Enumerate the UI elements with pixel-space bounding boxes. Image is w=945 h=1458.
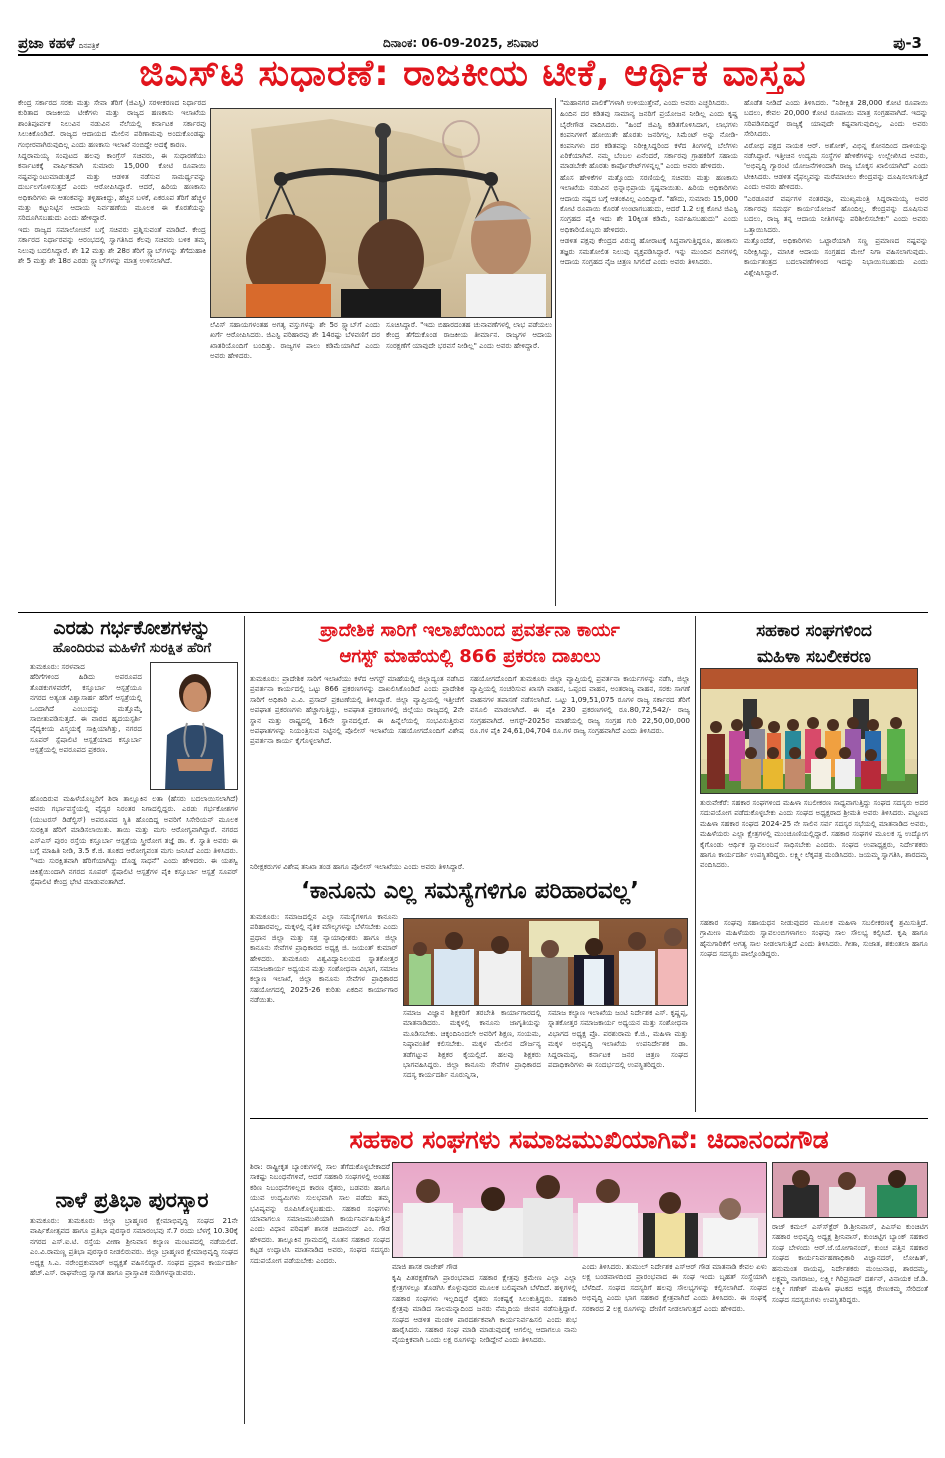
lead-paragraph: "ಎರಡೂವರೆ ವರ್ಷಗಳ ನಂತರವೂ, ಮುಖ್ಯಮಂತ್ರಿ ಸಿದ್ದರಾಮಯ್ಯ ಅವರ ಸರ್ಕಾರವು ಸಮರ್ಥ ಕಾರ್ಯಯೋಜನೆ ಹೊಂದಿಲ್ಲ. ಕೇಂದ್ರವನ್ನು ದೂಷಿಸುವ ಬದಲು, ರಾಜ್ಯ ತನ್ನ ಆದಾಯ ನೀತಿಗಳನ್ನು ಪರಿಶೀಲಿಸಬೇಕು" ಎಂದು ಅವರು ಒತ್ತಾಯಿಸಿದರು. — [744, 193, 928, 234]
doctor-story-body-top — [30, 662, 142, 792]
lead-photo-caption-right: ಸೂಚಿಸಿದ್ದಾರೆ. "ಇದು ಬಿಹಾರದಂತಹ ಚುನಾವಣೆಗಳಲ್ಲಿ ಲಾಭ ಪಡೆಯಲು ಕೇಂದ್ರ ತೆಗೆದುಕೊಂಡ ರಾಜಕೀಯ ತೀರ್ಮಾನ. ರಾಜ್ಯಗಳ ಆದಾಯ ಸಂರಕ್ಷಣೆಗೆ ಯಾವುದೇ ಭರವಸೆ ನೀಡಿಲ್ಲ" ಎಂದು ಅವರು ಹೇಳಿದ್ದಾರೆ. — [386, 320, 552, 350]
scales-illustration — [211, 109, 552, 318]
lead-paragraph: ಮತ್ತೊಂದೆಡೆ, ಅಧಿಕಾರಿಗಳು ಒಟ್ಟಾರೆಯಾಗಿ ಸಣ್ಣ ಪ್ರಮಾಣದ ನಷ್ಟವನ್ನು ನಿರೀಕ್ಷಿಸಿದ್ದು, ಮಾಸಿಕ ಆದಾಯ ಸಂಗ್ರಹದ ಮೇಲೆ ನಿಗಾ ವಹಿಸಲಾಗುವುದು. ಕಾರ್ಯತಂತ್ರದ ಬದಲಾವಣೆಗಳಿಂದ ಇದನ್ನು ನಿಭಾಯಿಸಬಹುದು ಎಂದು ವಿಶ್ಲೇಷಿಸಿದ್ದಾರೆ. — [744, 236, 928, 277]
women-story-headline-2: ಮಹಿಳಾ ಸಬಲೀಕರಣ — [757, 647, 871, 667]
coop-story-column-2: ಕೃಷಿ ಪಿತರಕ್ಷಣೆಗಾಗಿ ಪ್ರಾರಂಭವಾದ ಸಹಕಾರ ಕ್ಷೇತ್ರವು ಕ್ರಮೇಣ ಎಲ್ಲಾ ಎಲ್ಲಾ ಕ್ಷೇತ್ರಗಳಲ್ಲೂ ತೊಡಗಿಸಿ ಕೊಳ್ಳುವುದರ ಮೂಲಕ ಬಲಿಷ್ಠವಾಗಿ ಬೆಳೆದಿದೆ. ಹಳ್ಳಿಗಳಲ್ಲಿ ಸಹಕಾರ ಸಂಘಗಳು ಇಲ್ಲದಿದ್ದರೆ ರೈತರು ಸಂಕಷ್ಟಕ್ಕೆ ಸಿಲುಕುತ್ತಿದ್ದರು. ಸಹಕಾರಿ ಕ್ಷೇತ್ರವು ಮಾಡಿದ ಸಾಲಮನ್ನಾದಿಂದ ಜನರು ನೆಮ್ಮದಿಯ ಜೀವನ ನಡೆಸುತ್ತಿದ್ದಾರೆ. ಸಂಘದ ಆಡಳಿತ ಮಂಡಳಿ ಪಾರದರ್ಶಕವಾಗಿ ಕಾರ್ಯನಿರ್ವಹಿಸಲಿ ಎಂದು ಶುಭ ಹಾರೈಸಿದರು. ಸಹಕಾರ ಸಂಘ ಮಾಡಿ ಮಾಡುವುದಕ್ಕೆ ಆಗಲಿಲ್ಲ ಆದಾಗಲೂ ನಾನು ವೈಯಕ್ತಿಕವಾಗಿ ಒಂದು ಲಕ್ಷ ರೂಗಳನ್ನು ನೀಡಿದ್ದೇನೆ ಎಂದು ತಿಳಿಸಿದರು. — [392, 1273, 577, 1345]
lead-paragraph: ಕೇಂದ್ರ ಸರ್ಕಾರದ ಸರಕು ಮತ್ತು ಸೇವಾ ತೆರಿಗೆ (ಜಿಎಸ್ಟಿ) ಸರಳೀಕರಣದ ನಿರ್ಧಾರದ ಕುರಿತಾದ ರಾಜಕೀಯ ಟೀಕೆಗಳು ಮತ್ತು ರಾಜ್ಯದ ಹಣಕಾಸು ಇಲಾಖೆಯ ಶಾಂತಿಪೂರ್ವಕ ನಿಲುವಿನ ನಡುವಿನ ನೆಲೆಯಲ್ಲಿ ಕರ್ನಾಟಕ ಸರ್ಕಾರವು ಸಿಲುಕಿಕೊಂಡಿದೆ. ರಾಜ್ಯದ ಆದಾಯದ ಮೇಲಿನ ಪರಿಣಾಮವು ಅಂದುಕೊಂಡಷ್ಟು ಗಂಭೀರವಾಗಿರುವುದಿಲ್ಲ ಎಂದು ಹಣಕಾಸು ಇಲಾಖೆ ನಂಬಿದ್ದೇ ಅದಕ್ಕೆ ಕಾರಣ. — [18, 98, 206, 149]
coop-story-column-3: ಎಂದು ತಿಳಿಸಿದರು. ತುಮುಲ್ ನಿರ್ದೇಶಕ ಎಸ್‌ಆರ್ ಗೌಡ ಮಾತನಾಡಿ ಕೇವಲ ಏಳು ಲಕ್ಷ ಬಂಡವಾಳದಿಂದ ಪ್ರಾರಂಭವಾದ ಈ ಸಂಘ ಇಂದು ಬೃಹತ್ ಸಂಸ್ಥೆಯಾಗಿ ಬೆಳೆದಿದೆ. ಸಂಘದ ಸದಸ್ಯರಿಗೆ ಹಲವು ಸೌಲಭ್ಯಗಳನ್ನು ಕಲ್ಪಿಸಲಾಗಿದೆ. ಸಂಘದ ಅಭಿವೃದ್ಧಿ ಎಂದು ಭಾಗ ಸಹಕಾರ ಕ್ಷೇತ್ರವಾಗಿದೆ ಎಂದು ತಿಳಿಸಿದರು. ಈ ಸಂಘಕ್ಕೆ ಸರಕಾರದ 2 ಲಕ್ಷ ರೂಗಳನ್ನು ದೇಣಿಗೆ ನೀಡಲಾಗುತ್ತದೆ ಎಂದು ಹೇಳಿದರು. — [582, 1262, 767, 1313]
masthead — [18, 34, 928, 56]
issue-date: ದಿನಾಂಕ: 06-09-2025, ಶನಿವಾರ — [383, 36, 539, 50]
lead-paragraph: ವಿರೋಧ ಪಕ್ಷದ ನಾಯಕ ಆರ್. ಅಶೋಕ್, ವಿಭಿನ್ನ ಕೋನದಿಂದ ದಾಳಿಯನ್ನು ನಡೆಸಿದ್ದಾರೆ. ಇತ್ತೀಚಿನ ಉದ್ಯಮ ಸಂಸ್ಥೆಗಳ ಹೇಳಿಕೆಗಳನ್ನು ಉಲ್ಲೇಖಿಸಿದ ಅವರು, 'ಅಭಿವೃದ್ಧಿ ಗ್ಯಾರಂಟಿ ಯೋಜನೆಗಳಿಂದಾಗಿ ರಾಜ್ಯ ಬೊಕ್ಕಸ ಖಾಲಿಯಾಗಿದೆ' ಎಂದು ಟೀಕಿಸಿದರು. ಆಡಳಿತ ವೈಫಲ್ಯವನ್ನು ಮರೆಮಾಚಲು ಕೇಂದ್ರವನ್ನು ದೂಷಿಸಲಾಗುತ್ತಿದೆ ಎಂದು ಅವರು ಹೇಳಿದರು. — [744, 140, 928, 192]
newspaper-subtitle: ದಿನಪತ್ರಿಕೆ — [78, 42, 100, 50]
rto-story-headline-1: ಪ್ರಾದೇಶಿಕ ಸಾರಿಗೆ ಇಲಾಖೆಯಿಂದ ಪ್ರವರ್ತನಾ ಕಾರ್ಯ — [320, 620, 620, 641]
rto-story-closing: ನಿರೀಕ್ಷಕರುಗಳ ವಿಶೇಷ ತನಿಖಾ ತಂಡ ಹಾಗೂ ಪೊಲೀಸ್ ಇಲಾಖೆಯು ಎಂದು ಅವರು ತಿಳಿಸಿದ್ದಾರೆ. — [250, 862, 465, 871]
coop-photo-caption: ಮಾಜಿ ಶಾಸಕ ರಾಜೇಶ್ ಗೌಡ — [392, 1262, 458, 1271]
lead-photo-scales-of-justice — [210, 108, 552, 318]
women-group-people — [701, 669, 918, 794]
coop-side-photo — [772, 1162, 928, 1218]
law-story-headline: ‘ಕಾನೂನು ಎಲ್ಲ ಸಮಸ್ಯೆಗಳಿಗೂ ಪರಿಹಾರವಲ್ಲ’ — [301, 878, 639, 904]
lead-paragraph: "ಮಹಾನಗರ ಪಾಲಿಕೆ"ಗಳಾಗಿ ಉಳಿಯುತ್ತೇವೆ, ಎಂದು ಅವರು ಎಚ್ಚರಿಸಿದರು. — [560, 98, 730, 107]
award-story-headline: ನಾಳೆ ಪ್ರತಿಭಾ ಪುರಸ್ಕಾರ — [55, 1188, 209, 1212]
award-story-body: ತುಮಕೂರು: ತುಮಕೂರು ಜಿಲ್ಲಾ ಬ್ರಾಹ್ಮಣರ ಕ್ಷೇಮಾಭಿವೃದ್ಧಿ ಸಂಘದ 21ನೇ ವಾರ್ಷಿಕೋತ್ಸವದ ಹಾಗೂ ಪ್ರತಿಭಾ ಪುರಸ್ಕಾರ ಸಮಾರಂಭವು ಸೆ.7 ರಂದು ಬೆಳಗ್ಗೆ 10.30ಕ್ಕೆ ನಗರದ ಎಸ್.ಐ.ಟಿ. ರಸ್ತೆಯ ವೀಣಾ ಶ್ರೀನಿವಾಸ ಕಲ್ಯಾಣ ಮಂಟಪದಲ್ಲಿ ನಡೆಯಲಿದೆ. ಎಂ.ವಿ.ರಾಮಣ್ಣ ಪ್ರತಿಭಾ ಪುರಸ್ಕಾರ ನೀಡಲಿರುವರು. ಜಿಲ್ಲಾ ಬ್ರಾಹ್ಮಣರ ಕ್ಷೇಮಾಭಿವೃದ್ಧಿ ಸಂಘದ ಅಧ್ಯಕ್ಷ ಸಿ.ಎ. ನರೇಂದ್ರಕುಮಾರ್ ಅಧ್ಯಕ್ಷತೆ ವಹಿಸಲಿದ್ದಾರೆ. ಸಂಘದ ಪ್ರಧಾನ ಕಾರ್ಯದರ್ಶಿ ಹೆಚ್.ಎಸ್. ರಾಘವೇಂದ್ರ ಸ್ವಾಗತ ಹಾಗೂ ಪ್ರಾಸ್ತಾವಿಕ ನುಡಿಗಳನ್ನಾಡುವರು. — [30, 1216, 238, 1278]
law-photo-caption-2: ಸಮಾಜ ಕಲ್ಯಾಣ ಇಲಾಖೆಯ ಜಂಟಿ ನಿರ್ದೇಶಕ ಎಸ್. ಕೃಷ್ಣಪ್ಪ, ಸ್ನಾತಕೋತ್ತರ ಸಮಾಜಕಾರ್ಯ ಅಧ್ಯಯನ ಮತ್ತು ಸಂಶೋಧನಾ ವಿಭಾಗದ ಅಧ್ಯಕ್ಷ ಪ್ರೊ. ಪರಶುರಾಮ ಕೆ.ಜಿ., ಮಹಿಳಾ ಮತ್ತು ಮಕ್ಕಳ ಅಭಿವೃದ್ಧಿ ಇಲಾಖೆಯ ಉಪನಿರ್ದೇಶಕ ಡಾ. ಸಿದ್ದರಾಮಪ್ಪ, ಕರ್ನಾಟಕ ಜನರ ಚಿತ್ರಣ ಸಂಘದ ಪದಾಧಿಕಾರಿಗಳು ಈ ಸಂದರ್ಭದಲ್ಲಿ ಉಪಸ್ಥಿತರಿದ್ದರು. — [548, 1008, 688, 1070]
law-story-column-1: ತುಮಕೂರು: ಸಮಾಜದಲ್ಲಿನ ಎಲ್ಲಾ ಸಮಸ್ಯೆಗಳಿಗೂ ಕಾನೂನು ಪರಿಹಾರವಲ್ಲ, ಮಕ್ಕಳಲ್ಲಿ ನೈತಿಕ ಮೌಲ್ಯಗಳನ್ನು ಬೆಳೆಸಬೇಕು ಎಂದು ಪ್ರಧಾನ ಜಿಲ್ಲಾ ಮತ್ತು ಸತ್ರ ನ್ಯಾಯಾಧೀಶರು ಹಾಗೂ ಜಿಲ್ಲಾ ಕಾನೂನು ಸೇವೆಗಳ ಪ್ರಾಧಿಕಾರದ ಅಧ್ಯಕ್ಷ ಜಿ. ಜಯಂತ್ ಕುಮಾರ್ ಹೇಳಿದರು. ತುಮಕೂರು ವಿಶ್ವವಿದ್ಯಾನಿಲಯದ ಸ್ನಾತಕೋತ್ತರ ಸಮಾಜಕಾರ್ಯ ಅಧ್ಯಯನ ಮತ್ತು ಸಂಶೋಧನಾ ವಿಭಾಗ, ಸಮಾಜ ಕಲ್ಯಾಣ ಇಲಾಖೆ, ಜಿಲ್ಲಾ ಕಾನೂನು ಸೇವೆಗಳ ಪ್ರಾಧಿಕಾರದ ಸಹಯೋಗದಲ್ಲಿ 2025-26 ಕುರಿತು ಏಕದಿನ ಕಾರ್ಯಾಗಾರ ನಡೆಯಿತು. — [250, 912, 398, 1005]
rto-story-headline-2: ಆಗಸ್ಟ್ ಮಾಹೆಯಲ್ಲಿ 866 ಪ್ರಕರಣ ದಾಖಲು — [339, 646, 601, 667]
column-divider — [244, 616, 245, 1424]
coop-event-photo — [392, 1162, 767, 1258]
section-divider — [250, 1118, 928, 1119]
doctor-story-body: ಹೊಂದಿರುವ ಮಹಿಳೆಯೊಬ್ಬರಿಗೆ ಶಿರಾ ತಾಲ್ಲೂಕಿನ ಲತಾ (ಹೆಸರು ಬದಲಾಯಿಸಲಾಗಿದೆ) ಅವರು ಗರ್ಭಾವಸ್ಥೆಯಲ್ಲಿ ವೈದ್ಯರ ನಿರಂತರ ನಿಗಾದಲ್ಲಿದ್ದರು. ಎರಡು ಗರ್ಭಕೋಶಗಳ (ಯುಟರಸ್ ಡಿಡೆಲ್ಫಿಸ್) ಅಪರೂಪದ ಸ್ಥಿತಿ ಹೊಂದಿದ್ದ ಅವರಿಗೆ ಸಿಸೇರಿಯನ್ ಮೂಲಕ ಸುರಕ್ಷಿತ ಹೆರಿಗೆ ಮಾಡಿಸಲಾಯಿತು. ತಾಯಿ ಮತ್ತು ಮಗು ಆರೋಗ್ಯವಾಗಿದ್ದಾರೆ. ನಗರದ ಎಸ್‌ಎಸ್ ಪುರಂ ರಸ್ತೆಯ ಕಸ್ತೂರ್ಬಾ ಆಸ್ಪತ್ರೆಯ ಸ್ತ್ರೀರೋಗ ತಜ್ಞೆ ಡಾ. ಕೆ. ಸ್ವಾತಿ ಅವರು ಈ ಬಗ್ಗೆ ಮಾಹಿತಿ ನೀಡಿ, 3.5 ಕೆ.ಜಿ. ತೂಕದ ಆರೋಗ್ಯವಂತ ಮಗು ಜನಿಸಿದೆ ಎಂದು ತಿಳಿಸಿದರು. "ಇದು ಸುರಕ್ಷಿತವಾಗಿ ಹೆರಿಗೆಯಾಗಿದ್ದು ದೊಡ್ಡ ಸಾಧನೆ" ಎಂದು ಹೇಳಿದರು. ಈ ಯಶಸ್ವಿ ಚಿಕಿತ್ಸೆಯಿಂದಾಗಿ ನಗರದ ಸೂಪರ್ ಸ್ಪೆಷಾಲಿಟಿ ಆಸ್ಪತ್ರೆಗಳ ಪೈಕಿ ಕಸ್ತೂರ್ಬಾ ಆಸ್ಪತ್ರೆ ಸೂಪರ್ ಸ್ಪೆಷಾಲಿಟಿ ಕೇಂದ್ರ ಭೇಟಿ ಮಾಡುವಂತಾಗಿದೆ. — [30, 794, 238, 887]
doctor-story-paragraph: ಹೆರಿಗೆಗಳಿಂದ ಹಿಡಿದು ಅಪರೂಪದ ತೊಡಕುಗಳವರೆಗೆ, ಕಸ್ತೂರ್ಬಾ ಆಸ್ಪತ್ರೆಯೂ ನಗರದ ಅತ್ಯಂತ ವಿಶ್ವಾಸಾರ್ಹ ಹೆರಿಗೆ ಆಸ್ಪತ್ರೆಯಲ್ಲಿ ಒಂದಾಗಿದೆ ಎಂಬುದನ್ನು ಮತ್ತೊಮ್ಮೆ ಸಾಬೀತುಪಡಿಸುತ್ತದೆ. ಈ ವಾರದ ಹೃದಯಸ್ಪರ್ಶಿ ವೈದ್ಯಕೀಯ ವಿಸ್ಮಯಕ್ಕೆ ಸಾಕ್ಷಿಯಾಗಿತ್ತು, ನಗರದ ಸೂಪರ್ ಸ್ಪೆಷಾಲಿಟಿ ಆಸ್ಪತ್ರೆಯಾದ ಕಸ್ತೂರ್ಬಾ ಆಸ್ಪತ್ರೆಯಲ್ಲಿ ಅಪರೂಪದ ಪ್ರಕರಣ. — [30, 672, 142, 755]
coop-side-people — [773, 1163, 928, 1218]
doctor-portrait — [151, 663, 238, 790]
lead-paragraph: ಹಿಂದಿನ ದರ ಕಡಿತವು ಸಾಮಾನ್ಯ ಜನರಿಗೆ ಪ್ರಯೋಜನ ನೀಡಿಲ್ಲ ಎಂದು ಕೃಷ್ಣ ಬೈರೇಗೌಡ ವಾದಿಸಿದರು. "ಹಿಂದೆ ಜಿಎಸ್ಟಿ ಕಡಿತಗೊಳಿಸಿದಾಗ, ಲಾಭಗಳು ಕಂಪನಿಗಳಿಗೆ ಹೋಯಿತೇ ಹೊರತು ಜನರಿಗಲ್ಲ. ಸಿಮೆಂಟ್ ಅನ್ನು ನೋಡಿ-ಕಂಪನಿಗಳು ದರ ಕಡಿತವನ್ನು ನಿರೀಕ್ಷಿಸಿದ್ದರಿಂದ ಕಳೆದ ತಿಂಗಳಲ್ಲಿ ಬೆಲೆಗಳು ಏರಿಕೆಯಾಗಿವೆ. ನಮ್ಮ ಬೆಂಬಲ ಏನೆಂದರೆ, ಸರ್ಕಾರವು ಗ್ರಾಹಕರಿಗೆ ಸಹಾಯ ಮಾಡಬೇಕೇ ಹೊರತು ಕಾರ್ಪೊರೇಟ್‌ಗಳನ್ನಲ್ಲ" ಎಂದು ಅವರು ಹೇಳಿದರು. — [560, 109, 738, 171]
lead-paragraph: ಆಡಳಿತ ಪಕ್ಷವು ಕೇಂದ್ರದ ವಿರುದ್ಧ ಹೋರಾಟಕ್ಕೆ ಸಿದ್ಧವಾಗುತ್ತಿದ್ದರೂ, ಹಣಕಾಸು ತಜ್ಞರು ಸಮತೋಲಿತ ನಿಲುವು ವ್ಯಕ್ತಪಡಿಸಿದ್ದಾರೆ. ಇನ್ನು ಮುಂದಿನ ದಿನಗಳಲ್ಲಿ ಆದಾಯ ಸಂಗ್ರಹದ ನೈಜ ಚಿತ್ರಣ ಸಿಗಲಿದೆ ಎಂದು ಅವರು ತಿಳಿಸಿದರು. — [560, 236, 738, 267]
lead-headline: ಜಿಎಸ್‌ಟಿ ಸುಧಾರಣೆ: ರಾಜಕೀಯ ಟೀಕೆ, ಆರ್ಥಿಕ ವಾಸ್ತವ — [139, 54, 807, 94]
law-event-people — [404, 919, 688, 1006]
doctor-story-dateline: ತುಮಕೂರು: ಸರಳವಾದ — [30, 662, 85, 671]
doctor-photo — [150, 662, 238, 790]
law-photo-caption-1: ಸಮಾಜ ವಿಜ್ಞಾನ ಶಿಕ್ಷಕರಿಗೆ ತರಬೇತಿ ಕಾರ್ಯಾಗಾರದಲ್ಲಿ ಮಾತನಾಡಿದರು. ಮಕ್ಕಳಲ್ಲಿ ಕಾನೂನು ಜಾಗೃತಿಯನ್ನು ಮೂಡಿಸಬೇಕು. ಚಿಕ್ಕಂದಿನಿಂದಲೇ ಅವರಿಗೆ ಶಿಕ್ಷಣ, ಸಂಯಮ, ನಿಷ್ಠಾವಂತಿಕೆ ಕಲಿಸಬೇಕು. ಮಕ್ಕಳ ಮೇಲಿನ ದೌರ್ಜನ್ಯ ತಡೆಗಟ್ಟುವ ಶಿಕ್ಷಕರ ಕೈಯಲ್ಲಿದೆ. ಹಲವು ಶಿಕ್ಷಕರು ಭಾಗವಹಿಸಿದ್ದರು. ಜಿಲ್ಲಾ ಕಾನೂನು ಸೇವೆಗಳ ಪ್ರಾಧಿಕಾರದ ಸದಸ್ಯ ಕಾರ್ಯದರ್ಶಿ ನೂರುನ್ನಿಸಾ, — [403, 1008, 541, 1080]
newspaper-name: ಪ್ರಜಾ ಕಹಳೆ — [18, 34, 75, 52]
lead-paragraph: ಹೊಸ ಹೇಳಿಕೆಗಳ ಮತ್ತೊಂದು ಸರಣಿಯಲ್ಲಿ ಸಚಿವರು ಮತ್ತು ಹಣಕಾಸು ಇಲಾಖೆಯ ನಡುವಿನ ಭಿನ್ನಾಭಿಪ್ರಾಯ ಸ್ಪಷ್ಟವಾಯಿತು. ಹಿರಿಯ ಅಧಿಕಾರಿಗಳು ಆದಾಯ ನಷ್ಟದ ಬಗ್ಗೆ ಆತಂಕವಿಲ್ಲ ಎಂದಿದ್ದಾರೆ. "ಹೌದು, ಸುಮಾರು 15,000 ಕೋಟಿ ರೂಪಾಯಿ ಕೊರತೆ ಉಂಟಾಗಬಹುದು, ಆದರೆ 1.2 ಲಕ್ಷ ಕೋಟಿ ಜಿಎಸ್ಟಿ ಸಂಗ್ರಹದ ಪೈಕಿ ಇದು ಶೇ 10ಕ್ಕಿಂತ ಕಡಿಮೆ, ನಿರ್ವಹಿಸಬಹುದು" ಎಂದು ಅಧಿಕಾರಿಯೊಬ್ಬರು ಹೇಳಿದರು. — [560, 172, 738, 234]
lead-column-1 — [18, 98, 206, 606]
doctor-story-headline-2: ಹೊಂದಿರುವ ಮಹಿಳೆಗೆ ಸುರಕ್ಷಿತ ಹೆರಿಗೆ — [52, 641, 212, 656]
lead-column-3 — [560, 98, 738, 606]
column-divider — [555, 98, 556, 606]
coop-story-column-6: ರಾಜ್ ಕಮಲ್ ಎಸ್‌ಸ್‌ಕ್ಟೆರ್ ಡಿ.ಶ್ರೀನಿವಾಸ್, ಪಿಎಸ್‌ಐ ಕುಂಚಿಟಿಗ ಸಹಕಾರ ಅಭಿವೃದ್ಧಿ ಅಧ್ಯಕ್ಷ ಶ್ರೀನಿವಾಸ್, ಕುಂಚಿಟ್ಟಿಗ ಬ್ಯಾಂಕ್ ಸಹಕಾರ ಸಂಘ ಬೇಳಂದು ಆರ್.ಜೆ.ಯೋಗಾನಂದ್, ಕುಂಚ ಪತ್ತಿನ ಸಹಕಾರ ಸಂಘದ ಕಾರ್ಯನಿರ್ವಹಣಾಧಿಕಾರಿ ವಿಜ್ಞಾನದರ್, ಲೋಹಿತ್, ಹನುಮಂತ ರಾಯಪ್ಪ, ನಿರ್ದೇಶಕರು ಮಂಜುನಾಥ, ಶಾರದಮ್ಮ, ಲಕ್ಷ್ಮಮ್ಮ ನಾಗರಾಜು, ಲಕ್ಷ್ಮೀ ಗಿರಿಪ್ರಸಾದ್ ದರ್ಶನ್, ವಿನಾಯಕ ಜೆ.ಡಿ. ಲಕ್ಷ್ಮೀ ಗಣೇಶ್ ಮಹಿಳಾ ಘಟಕದ ಅಧ್ಯಕ್ಷ ರೇಣುಕಮ್ಮ ಸೇರಿದಂತೆ ಸಂಘದ ಸದಸ್ಯರುಗಳು ಉಪಸ್ಥಿತರಿದ್ದರು. — [772, 1222, 928, 1304]
rto-story-column-1: ತುಮಕೂರು: ಪ್ರಾದೇಶಿಕ ಸಾರಿಗೆ ಇಲಾಖೆಯು ಕಳೆದ ಆಗಸ್ಟ್ ಮಾಹೆಯಲ್ಲಿ ಜಿಲ್ಲಾದ್ಯಂತ ನಡೆಸಿದ ಪ್ರವರ್ತನಾ ಕಾರ್ಯದಲ್ಲಿ ಒಟ್ಟು 866 ಪ್ರಕರಣಗಳನ್ನು ದಾಖಲಿಸಿಕೊಂಡಿದೆ ಎಂದು ಪ್ರಾದೇಶಿಕ ಸಾರಿಗೆ ಅಧಿಕಾರಿ ಎ.ವಿ. ಪ್ರಸಾದ್ ಪ್ರಕಟಣೆಯಲ್ಲಿ ತಿಳಿಸಿದ್ದಾರೆ. ಜಿಲ್ಲಾ ವ್ಯಾಪ್ತಿಯಲ್ಲಿ ಇತ್ತೀಚೆಗೆ ಅಪಘಾತ ಪ್ರಕರಣಗಳು ಹೆಚ್ಚಾಗುತ್ತಿದ್ದು, ಅಪಘಾತ ಪ್ರಕರಣಗಳಲ್ಲಿ ಜಿಲ್ಲೆಯು ರಾಜ್ಯದಲ್ಲಿ 2ನೇ ಸ್ಥಾನ ಮತ್ತು ರಾಷ್ಟ್ರದಲ್ಲಿ 16ನೇ ಸ್ಥಾನದಲ್ಲಿದೆ. ಈ ಹಿನ್ನೆಲೆಯಲ್ಲಿ ಸಂಭವಿಸುತ್ತಿರುವ ಅಪಘಾತಗಳನ್ನು ನಿಯಂತ್ರಿಸುವ ನಿಟ್ಟಿನಲ್ಲಿ ಪೊಲೀಸ್ ಇಲಾಖೆಯ ಸಹಯೋಗದೊಂದಿಗೆ ವಿಶೇಷ ಪ್ರವರ್ತನಾ ಕಾರ್ಯ ಕೈಗೊಳ್ಳಲಾಗಿದೆ. — [250, 674, 464, 746]
lead-paragraph: ಇದು ರಾಜ್ಯದ ಸಮಾಲೋಚನೆ ಬಗ್ಗೆ ಸಚಿವರು ಪ್ರಶ್ನಿಸುವಂತೆ ಮಾಡಿದೆ. ಕೇಂದ್ರ ಸರ್ಕಾರದ ನಿರ್ಧಾರವನ್ನು ಆರಂಭದಲ್ಲಿ ಸ್ವಾಗತಿಸಿದ ಕೆಲವು ಸಚಿವರು ಬಳಿಕ ತಮ್ಮ ನಿಲುವು ಬದಲಿಸಿದ್ದಾರೆ. ಶೇ 12 ಮತ್ತು ಶೇ 28ರ ತೆರಿಗೆ ಸ್ಲ್ಯಾಬ್‌ಗಳನ್ನು ತೆಗೆದುಹಾಕಿ ಶೇ 5 ಮತ್ತು ಶೇ 18ರ ಎರಡು ಸ್ಲ್ಯಾಬ್‌ಗಳನ್ನು ಮಾತ್ರ ಉಳಿಸಲಾಗಿದೆ. — [18, 224, 206, 266]
lead-paragraph: ಹೊಡೆತ ನೀಡಿದೆ ಎಂದು ತಿಳಿಸಿದರು. "ನಿರೀಕ್ಷಿತ 28,000 ಕೋಟಿ ರೂಪಾಯಿ ಬದಲು, ಕೇವಲ 20,000 ಕೋಟಿ ರೂಪಾಯಿ ಮಾತ್ರ ಸಂಗ್ರಹವಾಗಿದೆ. ಇದನ್ನು ಸರಿಪಡಿಸದಿದ್ದರೆ ರಾಜ್ಯಕ್ಕೆ ಯಾವುದೇ ಕಷ್ಟವಾಗುವುದಿಲ್ಲ, ಎಂದು ಅವರು ಸೇರಿಸಿದರು. — [744, 98, 928, 139]
section-divider — [18, 612, 928, 613]
lead-column-4 — [744, 98, 928, 606]
law-event-photo — [403, 918, 688, 1006]
lead-photo-caption-left: ಲೆವಿಸ್ ಸಹಾಯಗಳಂತಹ ಅಗತ್ಯ ವಸ್ತುಗಳನ್ನು ಶೇ 5ರ ಸ್ಲ್ಯಾಬ್‌ಗೆ ಎಂದು ಖರ್ಗೆ ಆರೋಪಿಸಿದರು. ಜಿಎಸ್ಟಿ ಪರಿಹಾರವು ಶೇ 14ರಷ್ಟು ಬೆಳವಣಿಗೆ ದರ ಖಾತರಿಯೊಂದಿಗೆ ಬಂದಿತ್ತು. ರಾಜ್ಯಗಳ ಪಾಲು ಕಡಿಮೆಯಾಗಿದೆ ಎಂದು ಅವರು ಹೇಳಿದರು. — [210, 320, 380, 361]
coop-event-people — [393, 1163, 767, 1258]
rto-story-column-2: ಸಹಯೋಗದೊಂದಿಗೆ ತುಮಕೂರು ಜಿಲ್ಲಾ ವ್ಯಾಪ್ತಿಯಲ್ಲಿ ಪ್ರವರ್ತನಾ ಕಾರ್ಯಗಳನ್ನು ನಡೆಸಿ, ಜಿಲ್ಲಾ ವ್ಯಾಪ್ತಿಯಲ್ಲಿ ಸಂಚರಿಸುವ ಖಾಸಗಿ ವಾಹನ, ಒಪ್ಪಂದ ವಾಹನ, ಅಂತರಾಜ್ಯ ವಾಹನ, ಸರಕು ಸಾಗಣೆ ವಾಹನಗಳ ತಪಾಸಣೆ ನಡೆಸಲಾಗಿದೆ. ಒಟ್ಟು 1,09,51,075 ರೂಗಳ ರಾಜ್ಯ ಸರ್ಕಾರದ ತೆರಿಗೆ ವಸೂಲಿ ಮಾಡಲಾಗಿದೆ. ಈ ಪೈಕಿ 230 ಪ್ರಕರಣಗಳಲ್ಲಿ ರೂ.80,72,542/- ರಾಜ್ಯ ಸಂಗ್ರಹವಾಗಿದೆ. ಆಗಸ್ಟ್-2025ರ ಮಾಹೆಯಲ್ಲಿ ರಾಜ್ಯ ಸಂಗ್ರಹ ಗುರಿ 22,50,00,000 ರೂ.ಗಳ ಪೈಕಿ 24,61,04,704 ರೂ.ಗಳ ರಾಜ್ಯ ಸಂಗ್ರಹವಾಗಿದೆ ಎಂದು ತಿಳಿಸಿದರು. — [470, 674, 690, 736]
coop-story-column-1: ಶಿರಾ: ರಾಷ್ಟ್ರೀಕೃತ ಬ್ಯಾಂಕುಗಳಲ್ಲಿ ಸಾಲ ತೆಗೆದುಕೊಳ್ಳಬೇಕಾದರೆ ಸಾಕಷ್ಟು ನಿಬಂಧನೆಗಳಿವೆ, ಆದರೆ ಸಹಕಾರಿ ಸಂಘಗಳಲ್ಲಿ ಅಂತಹ ಕಠಿಣ ನಿಬಂಧನೆಗಳಿಲ್ಲದ ಕಾರಣ ರೈತರು, ಬಡವರು ಹಾಗೂ ಯುವ ಉದ್ಯಮಿಗಳು ಸುಲಭವಾಗಿ ಸಾಲ ಪಡೆದು ತಮ್ಮ ಭವಿಷ್ಯವನ್ನು ರೂಪಿಸಿಕೊಳ್ಳಬಹುದು. ಸಹಕಾರ ಸಂಘಗಳು ಯಾವಾಗಲೂ ಸಮಾಜಮುಖಿಯಾಗಿ ಕಾರ್ಯನಿರ್ವಹಿಸುತ್ತಿವೆ ಎಂದು ವಿಧಾನ ಪರಿಷತ್ ಶಾಸಕ ಚಿದಾನಂದ್ ಎಂ. ಗೌಡ ಹೇಳಿದರು. ತಾಲ್ಲೂಕಿನ ಗ್ರಾಮದಲ್ಲಿ ನೂತನ ಸಹಕಾರ ಸಂಘದ ಕಟ್ಟಡ ಉದ್ಘಾಟಿಸಿ ಮಾತನಾಡಿದ ಅವರು, ಸಂಘದ ಸದಸ್ಯರು ಸದುಪಯೋಗ ಪಡೆಯಬೇಕು ಎಂದರು. — [250, 1162, 390, 1265]
women-group-photo — [700, 668, 918, 794]
women-story-body: ತುರುವೇಕೆರೆ: ಸಹಕಾರ ಸಂಘಗಳಿಂದ ಮಹಿಳಾ ಸಬಲೀಕರಣ ಸಾಧ್ಯವಾಗುತ್ತಿದ್ದು ಸಂಘದ ಸದಸ್ಯರು ಅದರ ಸದುಪಯೋಗ ಪಡೆದುಕೊಳ್ಳಬೇಕು ಎಂದು ಸಂಘದ ಅಧ್ಯಕ್ಷರಾದ ಶ್ರೀಮತಿ ಅವರು ತಿಳಿಸಿದರು. ಪಟ್ಟಣದ ಮಹಿಳಾ ಸಹಕಾರ ಸಂಘದ 2024-25 ನೇ ಸಾಲಿನ ಸರ್ವ ಸದಸ್ಯರ ಸಭೆಯಲ್ಲಿ ಮಾತನಾಡಿದ ಅವರು, ಮಹಿಳೆಯರು ಎಲ್ಲಾ ಕ್ಷೇತ್ರಗಳಲ್ಲಿ ಮುಂಚೂಣಿಯಲ್ಲಿದ್ದಾರೆ. ಸಹಕಾರ ಸಂಘಗಳ ಮೂಲಕ ಸ್ವ ಉದ್ಯೋಗ ಕೈಗೊಂಡು ಆರ್ಥಿಕ ಸ್ವಾವಲಂಬನೆ ಸಾಧಿಸಬೇಕು ಎಂದರು. ಸಂಘದ ಉಪಾಧ್ಯಕ್ಷರು, ನಿರ್ದೇಶಕರು ಹಾಗೂ ಕಾರ್ಯದರ್ಶಿ ಉಪಸ್ಥಿತರಿದ್ದರು. ಲಕ್ಷ್ಮೀ ಲೆಕ್ಕಪತ್ರ ಮಂಡಿಸಿದರು. ಜಯಮ್ಮ ಸ್ವಾಗತಿಸಿ, ಶಾರದಮ್ಮ ವಂದಿಸಿದರು. — [700, 798, 928, 870]
lead-paragraph: ಸಿದ್ದರಾಮಯ್ಯ ಸಂಪುಟದ ಹಲವು ಕಾಂಗ್ರೆಸ್ ಸಚಿವರು, ಈ ಸುಧಾರಣೆಯು ಕರ್ನಾಟಕಕ್ಕೆ ವಾರ್ಷಿಕವಾಗಿ ಸುಮಾರು 15,000 ಕೋಟಿ ರೂಪಾಯಿ ನಷ್ಟವನ್ನುಂಟುಮಾಡುತ್ತದೆ ಮತ್ತು ಆಡಳಿತ ನಡೆಸುವ ಸಾಮರ್ಥ್ಯವನ್ನು ದುರ್ಬಲಗೊಳಿಸುತ್ತದೆ ಎಂದು ಆರೋಪಿಸಿದ್ದಾರೆ. ಆದರೆ, ಹಿರಿಯ ಹಣಕಾಸು ಅಧಿಕಾರಿಗಳು ಈ ಆತಂಕವನ್ನು ತಳ್ಳಿಹಾಕಿದ್ದು, ಹೆಚ್ಚಿನ ಬಳಕೆ, ಏಕರೂಪ ತೆರಿಗೆ ಹೆಚ್ಚಳ ಮತ್ತು ಕಟ್ಟುನಿಟ್ಟಿನ ಆದಾಯ ನಿರ್ವಹಣೆಯ ಮೂಲಕ ಈ ಕೊರತೆಯನ್ನು ಸರಿದೂಗಿಸಬಹುದು ಎಂದು ಹೇಳಿದ್ದಾರೆ. — [18, 151, 206, 223]
women-story-headline-1: ಸಹಕಾರ ಸಂಘಗಳಿಂದ — [756, 621, 872, 641]
doctor-story-headline-1: ಎರಡು ಗರ್ಭಕೋಶಗಳನ್ನು — [53, 617, 211, 639]
coop-story-headline: ಸಹಕಾರ ಸಂಘಗಳು ಸಮಾಜಮುಖಿಯಾಗಿವೆ: ಚಿದಾನಂದಗೌಡ — [349, 1125, 829, 1154]
page-number: ಪು-3 — [893, 34, 922, 52]
column-divider — [695, 616, 696, 1112]
law-story-column-right: ಸಹಕಾರ ಸಂಘವು ಸಹಾಯಧನ ನೀಡುವುದರ ಮೂಲಕ ಮಹಿಳಾ ಸಬಲೀಕರಣಕ್ಕೆ ಶ್ರಮಿಸುತ್ತಿದೆ. ಗ್ರಾಮೀಣ ಮಹಿಳೆಯರು ಸ್ವಾವಲಂಬಿಗಳಾಗಲು ಸಂಘವು ಸಾಲ ಸೌಲಭ್ಯ ಕಲ್ಪಿಸಿದೆ. ಕೃಷಿ ಹಾಗೂ ಹೈನುಗಾರಿಕೆಗೆ ಅಗತ್ಯ ಸಾಲ ನೀಡಲಾಗುತ್ತಿದೆ ಎಂದು ತಿಳಿಸಿದರು. ಗೀತಾ, ಸುಜಾತ, ಶಕುಂತಲಾ ಹಾಗೂ ಸಂಘದ ಸದಸ್ಯರು ಪಾಲ್ಗೊಂಡಿದ್ದರು. — [700, 918, 928, 959]
